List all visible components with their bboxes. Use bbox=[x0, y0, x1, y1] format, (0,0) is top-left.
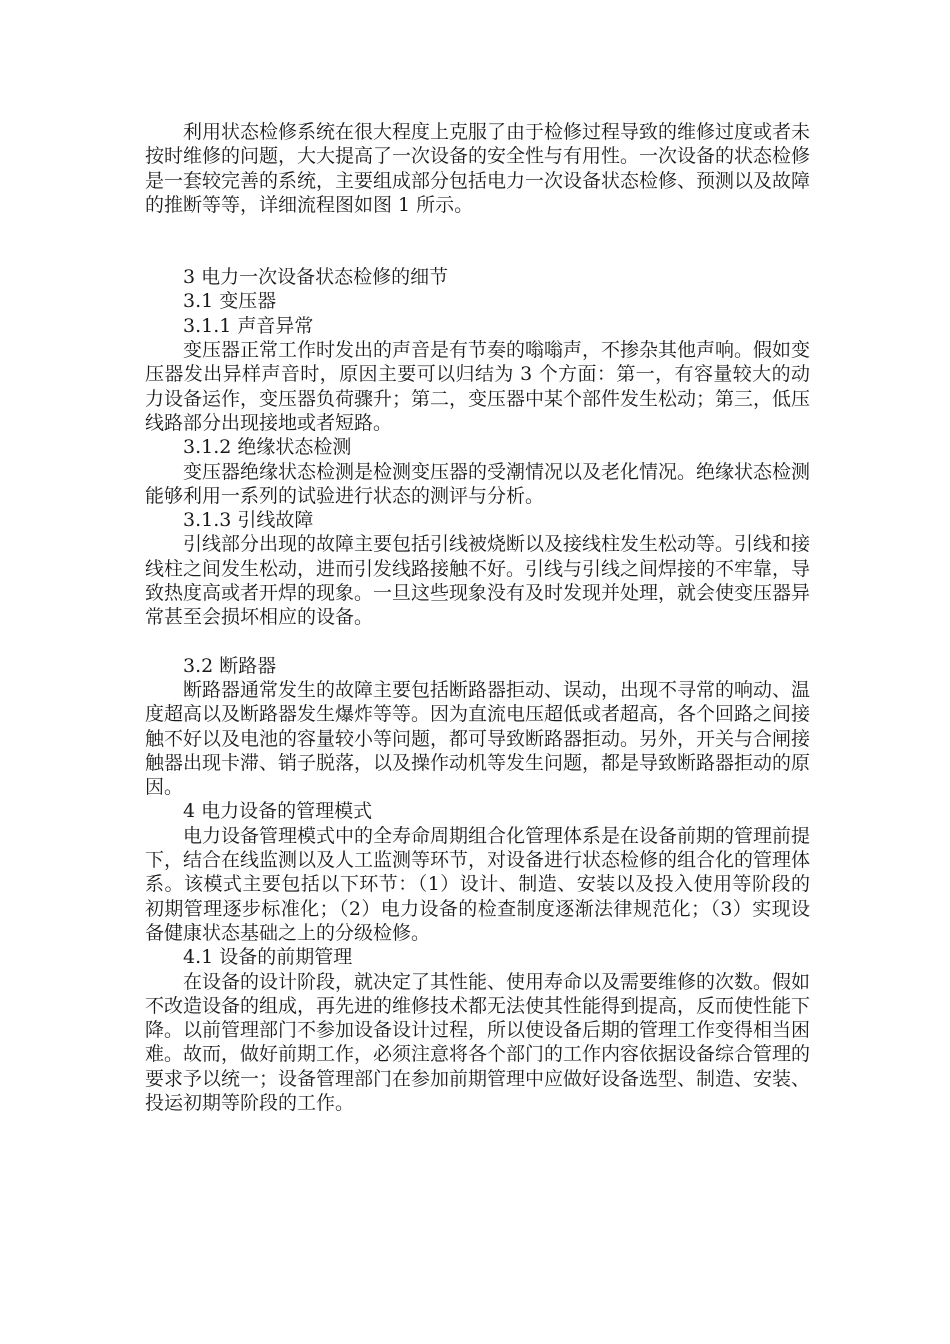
section-3-1-heading: 3.1 变压器 bbox=[183, 290, 277, 313]
spacer bbox=[145, 217, 810, 265]
section-4-1-paragraph: 在设备的设计阶段，就决定了其性能、使用寿命以及需要维修的次数。假如不改造设备的组成，再先进的维修技术都无法使其性能得到提高，反而使性能下降。以前管理部门不参加设备设计过程，所以使设备后期的管理工作变得相当困难。故而，做好前期工作，必须注意将各个部门的工作内容依据设备综合管理的要求予以统一；设备管理部门在参加前期管理中应做好设备选型、制造、安装、投运初期等阶段的工作。 bbox=[145, 970, 811, 1114]
document-body bbox=[145, 120, 810, 1115]
section-3-1-1-paragraph: 变压器正常工作时发出的声音是有节奏的嗡嗡声，不掺杂其他声响。假如变压器发出异样声音时，原因主要可以归结为 3 个方面：第一，有容量较大的动力设备运作，变压器负荷骤升；第二，变压器中某个部件发生松动；第三，低压线路部分出现接地或者短路。 bbox=[145, 339, 811, 434]
section-3-2-heading: 3.2 断路器 bbox=[183, 654, 277, 677]
spacer bbox=[145, 630, 810, 654]
section-3-1-2-heading: 3.1.2 绝缘状态检测 bbox=[183, 436, 352, 459]
section-3-1-2-paragraph: 变压器绝缘状态检测是检测变压器的受潮情况以及老化情况。绝缘状态检测能够利用一系列的试验进行状态的测评与分析。 bbox=[145, 460, 811, 507]
section-3-heading: 3 电力一次设备状态检修的细节 bbox=[183, 266, 449, 289]
section-4-heading: 4 电力设备的管理模式 bbox=[183, 800, 373, 823]
section-3-1-3-paragraph: 引线部分出现的故障主要包括引线被烧断以及接线柱发生松动等。引线和接线柱之间发生松动，进而引发线路接触不好。引线与引线之间焊接的不牢靠，导致热度高或者开焊的现象。一旦这些现象没有及时发现并处理，就会使变压器异常甚至会损坏相应的设备。 bbox=[145, 533, 811, 629]
section-3-1-3-heading: 3.1.3 引线故障 bbox=[183, 509, 314, 532]
intro-paragraph: 利用状态检修系统在很大程度上克服了由于检修过程导致的维修过度或者未按时维修的问题，大大提高了一次设备的安全性与有用性。一次设备的状态检修是一套较完善的系统，主要组成部分包括电力一次设备状态检修、预测以及故障的推断等等，详细流程图如图 1 所示。 bbox=[145, 121, 811, 216]
section-4-paragraph: 电力设备管理模式中的全寿命周期组合化管理体系是在设备前期的管理前提下，结合在线监测以及人工监测等环节，对设备进行状态检修的组合化的管理体系。该模式主要包括以下环节：（1）设计、制造、安装以及投入使用等阶段的初期管理逐步标准化；（2）电力设备的检查制度逐渐法律规范化；（3）实现设备健康状态基础之上的分级检修。 bbox=[145, 824, 811, 944]
section-3-1-1-heading: 3.1.1 声音异常 bbox=[183, 314, 314, 337]
section-3-2-paragraph: 断路器通常发生的故障主要包括断路器拒动、误动，出现不寻常的响动、温度超高以及断路器发生爆炸等等。因为直流电压超低或者超高，各个回路之间接触不好以及电池的容量较小等问题，都可导致断路器拒动。另外，开关与合闸接触器出现卡滞、销子脱落，以及操作动机等发生问题，都是导致断路器拒动的原因。 bbox=[145, 678, 811, 799]
section-4-1-heading: 4.1 设备的前期管理 bbox=[183, 946, 353, 969]
